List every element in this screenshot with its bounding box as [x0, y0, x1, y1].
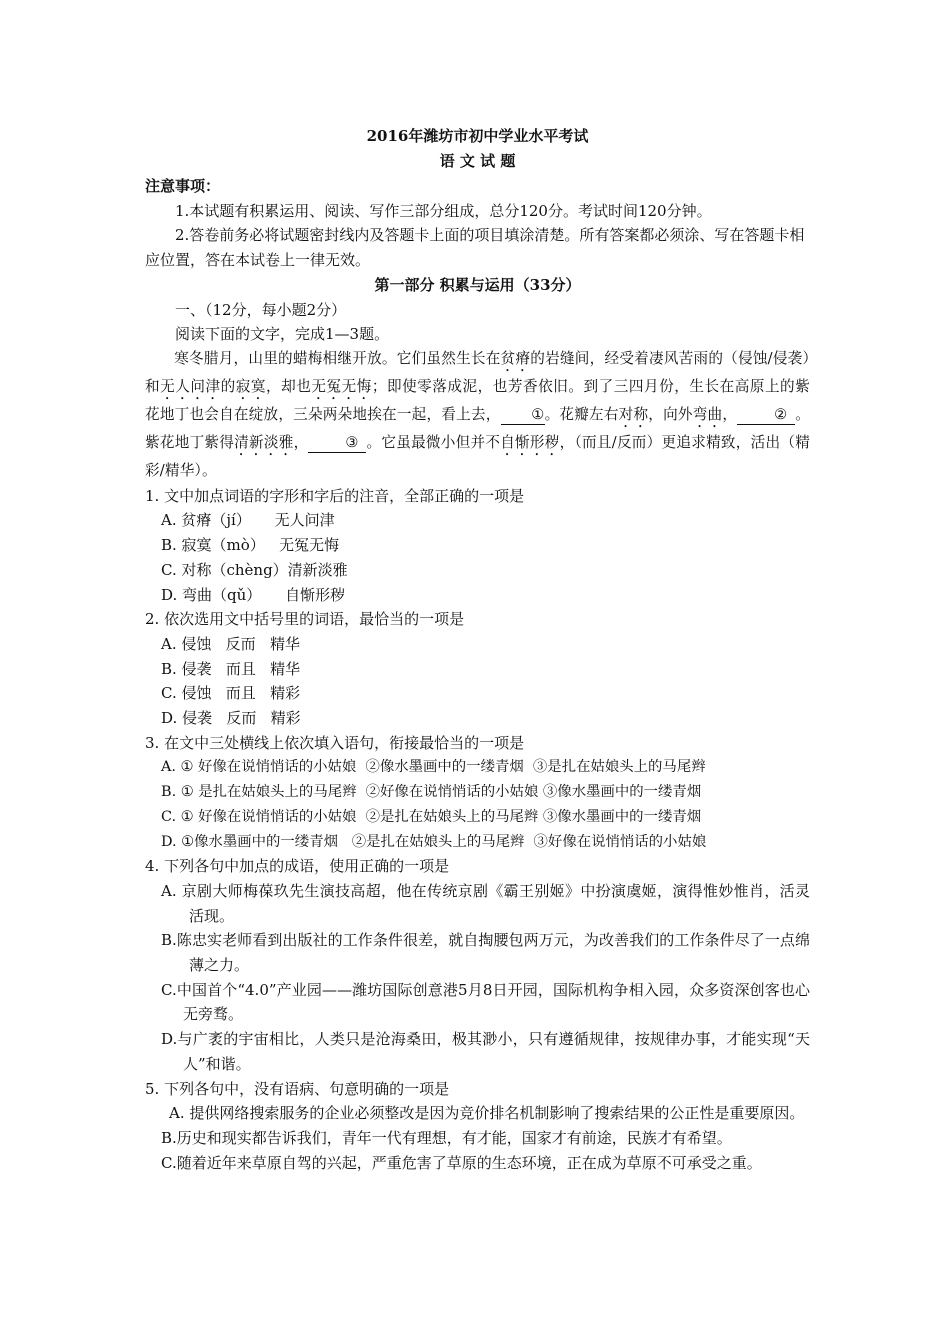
dotted-word: 无人问津 [160, 377, 221, 395]
dotted-word: 无冤无悔 [311, 377, 372, 395]
question-3-stem: 3. 在文中三处横线上依次填入语句，衔接最恰当的一项是 [145, 733, 525, 752]
question-4-option-c: C.中国首个“4.0”产业园——潍坊国际创意港5月8日开园，国际机构争相入园，众多资深创客也心无旁骛。 [161, 980, 810, 1024]
question-4-option-a: A. 京剧大师梅葆玖先生演技高超，他在传统京剧《霸王别姬》中扮演虞姬，演得惟妙惟肖，活灵活现。 [161, 881, 810, 925]
question-2-option-a: A. 侵蚀 反而 精华 [161, 634, 300, 653]
question-1-option-a: A. 贫瘠（jí） 无人问津 [161, 511, 335, 530]
question-2-option-b: B. 侵袭 而且 精华 [161, 659, 301, 678]
exam-title: 2016年潍坊市初中学业水平考试 [366, 127, 589, 145]
passage-text: ，向外 [648, 405, 693, 423]
passage-text: ， [722, 405, 738, 423]
notice-item: 2.答卷前务必将试题密封线内及答题卡上面的项目填涂清楚。所有答案都必须涂、写在答题卡相应位置，答在本试卷上一律无效。 [145, 226, 805, 270]
passage-text: 。花瓣左右 [544, 405, 619, 423]
question-3-option-a: A. ① 好像在说悄悄话的小姑娘 ②像水墨画中的一缕青烟 ③是扎在姑娘头上的马尾辫 [161, 759, 706, 776]
part-heading: 第一部分 积累与运用（33分） [374, 275, 581, 294]
passage-text: 的岩缝间，经受着凄风苦雨的（侵蚀/侵袭）和 [145, 349, 811, 395]
reading-instruction: 阅读下面的文字，完成1—3题。 [175, 325, 390, 344]
blank-3: ③ [308, 434, 366, 453]
dotted-word: 贫瘠 [500, 349, 531, 367]
dotted-word: 对称 [618, 405, 649, 423]
dotted-word: 弯曲 [692, 405, 723, 423]
exam-page [145, 124, 810, 1175]
question-1-option-c: C. 对称（chèng）清新淡雅 [161, 560, 348, 579]
passage-text: ，（而且/反而）更追求精致，活出（精彩/精华）。 [145, 433, 811, 479]
reading-passage [145, 347, 810, 484]
question-5-option-c: C.随着近年来草原自驾的兴起，严重危害了草原的生态环境，正在成为草原不可承受之重。 [161, 1153, 762, 1172]
passage-text: 。紫花地丁紫得 [145, 405, 811, 451]
question-3-option-d: D. ①像水墨画中的一缕青烟 ②是扎在姑娘头上的马尾辫 ③好像在说悄悄话的小姑娘 [161, 833, 707, 850]
question-5-stem: 5. 下列各句中，没有语病、句意明确的一项是 [145, 1079, 450, 1098]
notice-item: 1.本试题有积累运用、阅读、写作三部分组成，总分120分。考试时间120分钟。 [175, 201, 712, 220]
question-4-option-d: D.与广袤的宇宙相比，人类只是沧海桑田，极其渺小，只有遵循规律，按规律办事，才能实现“天人”和谐。 [161, 1030, 810, 1073]
passage-text: 寒冬腊月，山里的蜡梅相继开放。它们虽然生长在 [174, 349, 501, 367]
question-2-stem: 2. 依次选用文中括号里的词语，最恰当的一项是 [145, 610, 465, 629]
question-2-option-c: C. 侵蚀 而且 精彩 [161, 684, 301, 703]
blank-1: ① [501, 406, 545, 425]
passage-text: ，却也 [265, 377, 312, 395]
dotted-word: 自惭形秽 [500, 433, 560, 451]
passage-text: 的 [220, 377, 236, 395]
question-5-option-b: B.历史和现实都告诉我们，青年一代有理想，有才能，国家才有前途，民族才有希望。 [161, 1129, 732, 1147]
passage-text: ， [293, 433, 309, 451]
question-4-option-b: B.陈忠实老师看到出版社的工作条件很差，就自掏腰包两万元，为改善我们的工作条件尽了一点绵薄之力。 [161, 931, 810, 975]
section-heading: 一、（12分，每小题2分） [175, 300, 347, 319]
dotted-word: 寂寞 [235, 377, 266, 395]
question-1-stem: 1. 文中加点词语的字形和字后的注音，全部正确的一项是 [145, 486, 525, 505]
passage-text: 。它虽最微小但并不 [366, 433, 501, 451]
question-1-option-b: B. 寂寞（mò） 无冤无悔 [161, 536, 340, 555]
exam-subtitle: 语 文 试 题 [439, 152, 516, 170]
blank-2: ② [737, 406, 795, 425]
question-4-stem: 4. 下列各句中加点的成语，使用正确的一项是 [145, 857, 450, 876]
question-5-option-a: A. 提供网络搜索服务的企业必须整改是因为竞价排名机制影响了搜索结果的公正性是重要原因。 [169, 1104, 805, 1123]
dotted-word: 清新淡雅 [234, 433, 294, 451]
question-2-option-d: D. 侵袭 反而 精彩 [161, 709, 301, 728]
passage-text: ；即使零落成泥，也芳香依旧。到了三四月份，生长在高原上的紫花地丁也会自在绽放，三朵两朵地挨在一起，看上去， [145, 377, 810, 423]
question-3-option-b: B. ① 是扎在姑娘头上的马尾辫 ②好像在说悄悄话的小姑娘 ③像水墨画中的一缕青烟 [161, 784, 702, 801]
question-1-option-d: D. 弯曲（qǔ） 自惭形秽 [161, 585, 346, 604]
notice-heading: 注意事项： [145, 177, 221, 195]
question-3-option-c: C. ① 好像在说悄悄话的小姑娘 ②是扎在姑娘头上的马尾辫 ③像水墨画中的一缕青烟 [161, 808, 702, 825]
